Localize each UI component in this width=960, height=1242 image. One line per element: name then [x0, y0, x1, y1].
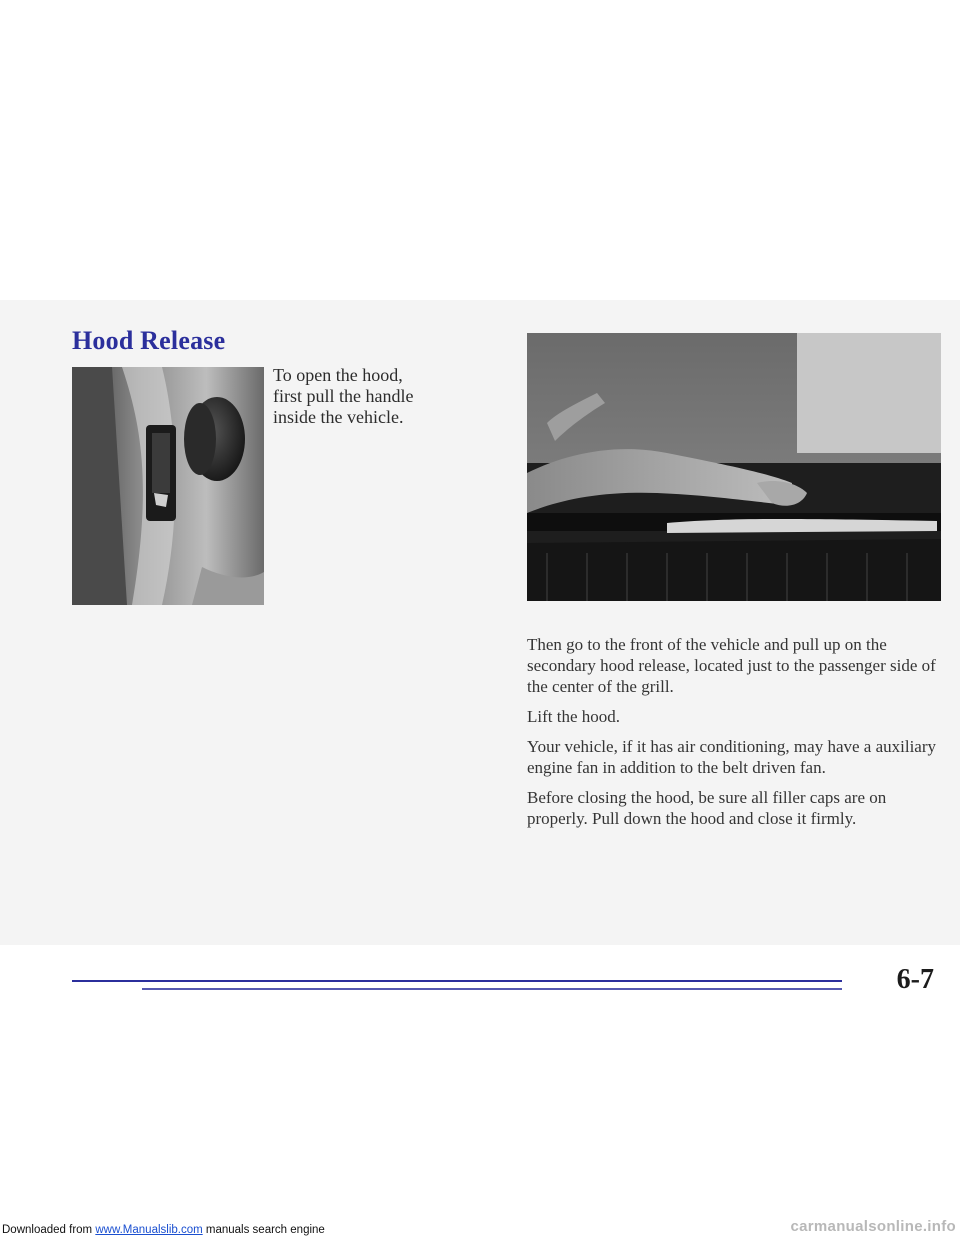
hood-release-handle-photo [72, 367, 264, 605]
secondary-hood-release-photo [527, 333, 941, 601]
handle-photo-illustration [72, 367, 264, 605]
download-note-prefix: Downloaded from [2, 1224, 96, 1236]
intro-text: To open the hood, first pull the handle inside the vehicle. [273, 365, 414, 427]
footer-rule-secondary [142, 988, 842, 990]
download-note-suffix: manuals search engine [202, 1224, 325, 1236]
paragraph-lift-hood: Lift the hood. [527, 707, 621, 726]
watermark-text: carmanualsonline.info [790, 1218, 956, 1235]
footer-rule [72, 980, 842, 982]
paragraph-engine-fan: Your vehicle, if it has air conditioning, may have a auxiliary engine fan in addition to the belt driven fan. [527, 737, 937, 777]
paragraph-front-release: Then go to the front of the vehicle and pull up on the secondary hood release, located just to the passenger side of the center of the grill. [527, 635, 936, 696]
instructions-column [527, 634, 937, 838]
page-title: Hood Release [72, 326, 226, 355]
download-note [2, 1224, 325, 1236]
paragraph-closing-hood: Before closing the hood, be sure all filler caps are on properly. Pull down the hood and close it firmly. [527, 788, 887, 828]
page-number: 6-7 [896, 964, 934, 995]
manualslib-link[interactable]: www.Manualslib.com [95, 1224, 203, 1236]
hood-photo-illustration [527, 333, 941, 601]
